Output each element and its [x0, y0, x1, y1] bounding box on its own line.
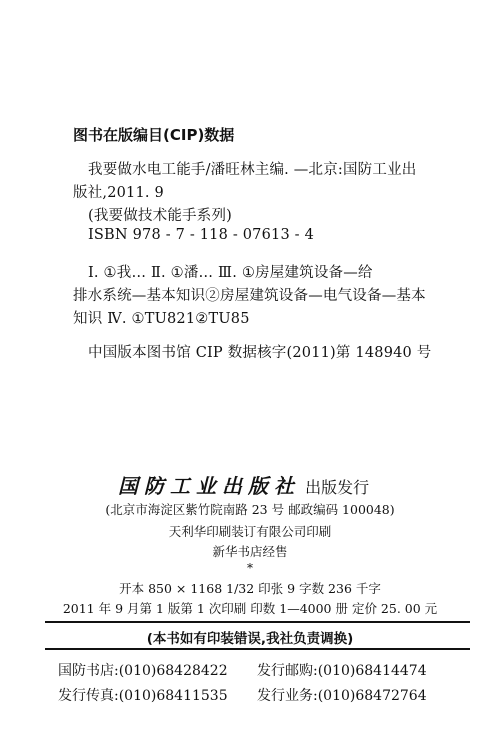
- distributor: 新华书店经售: [212, 544, 288, 559]
- cip-subject-line-2: 排水系统—基本知识②房屋建筑设备—电气设备—基本: [73, 288, 426, 304]
- specs-line-1: 开本 850 × 1168 1/32 印张 9 字数 236 千字: [119, 581, 381, 596]
- contact-business: [257, 685, 427, 705]
- fax-label: 发行传真:: [58, 688, 119, 704]
- contact-store: [58, 660, 228, 680]
- printer: 天利华印刷装订有限公司印刷: [168, 524, 332, 539]
- exchange-notice: (本书如有印装错误,我社负责调换): [146, 631, 354, 647]
- publisher-suffix: 出版发行: [305, 478, 370, 497]
- cip-subject-line-3: 知识 Ⅳ. ①TU821②TU85: [73, 311, 250, 327]
- cip-subject-line-1: Ⅰ. ①我… Ⅱ. ①潘… Ⅲ. ①房屋建筑设备—给: [88, 265, 373, 281]
- separator-star: *: [247, 561, 253, 575]
- bottom-rule: [45, 648, 470, 650]
- contact-mail-order: [257, 660, 427, 680]
- cip-entry-line-2: 版社,2011. 9: [73, 185, 164, 201]
- contact-fax: [58, 685, 228, 705]
- publisher-address: (北京市海淀区紫竹院南路 23 号 邮政编码 100048): [105, 502, 395, 517]
- cip-entry-line-1: 我要做水电工能手/潘旺林主编. —北京:国防工业出: [88, 162, 417, 178]
- cip-isbn: ISBN 978 - 7 - 118 - 07613 - 4: [88, 227, 315, 243]
- cip-series: (我要做技术能手系列): [88, 208, 233, 224]
- publisher-logo: 国防工业出版社: [118, 474, 300, 498]
- mail-label: 发行邮购:: [257, 663, 318, 679]
- top-rule: [45, 621, 470, 623]
- specs-line-2: 2011 年 9 月第 1 版第 1 次印刷 印数 1—4000 册 定价 25. 00 元: [62, 601, 438, 616]
- store-phone: (010)68428422: [118, 663, 228, 679]
- cip-title: 图书在版编目(CIP)数据: [73, 126, 235, 144]
- publisher-line: [118, 470, 369, 499]
- cip-record-number: 中国版本图书馆 CIP 数据核字(2011)第 148940 号: [88, 345, 432, 361]
- store-label: 国防书店:: [58, 663, 119, 679]
- biz-phone: (010)68472764: [317, 688, 427, 704]
- mail-phone: (010)68414474: [317, 663, 427, 679]
- biz-label: 发行业务:: [257, 688, 318, 704]
- fax-phone: (010)68411535: [118, 688, 228, 704]
